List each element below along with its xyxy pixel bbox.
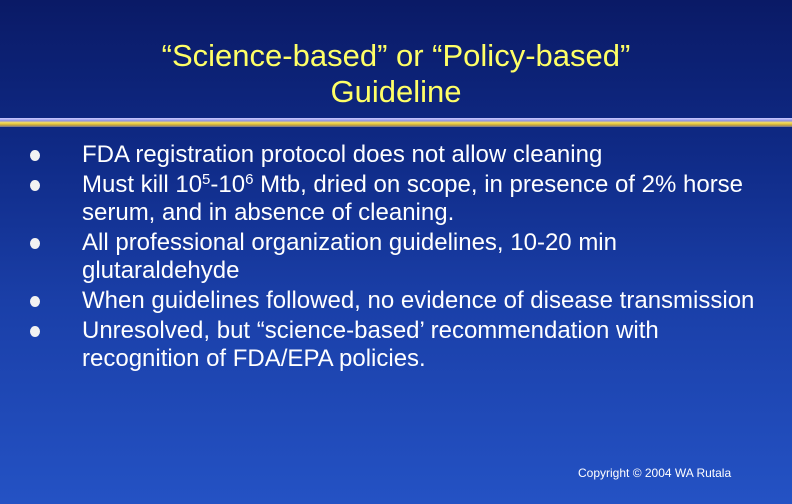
exponent: 5: [202, 171, 211, 188]
bullet-text: FDA registration protocol does not allow cleaning: [82, 141, 603, 168]
bullet-item: [30, 229, 770, 285]
title-divider: [0, 118, 792, 127]
bullet-text: All professional organization guidelines, 10-20 min glutaraldehyde: [82, 229, 617, 284]
bullet-dot-icon: [30, 238, 40, 249]
bullet-item: [30, 317, 770, 373]
bullet-list: [30, 141, 770, 375]
bullet-item: [30, 287, 770, 315]
bullet-text-part: -10: [210, 171, 246, 198]
bullet-dot-icon: [30, 296, 40, 307]
slide-title: [0, 38, 792, 110]
bullet-dot-icon: [30, 150, 40, 161]
copyright-footer: Copyright © 2004 WA Rutala: [578, 466, 732, 480]
bullet-item: [30, 141, 770, 169]
bullet-item: [30, 171, 770, 227]
slide-title-line-1: “Science-based” or “Policy-based”: [161, 38, 631, 73]
bullet-text-part: Mtb, dried on scope, in presence of 2% horse serum, and in absence of cleaning.: [82, 171, 744, 226]
bullet-dot-icon: [30, 326, 40, 337]
bullet-text-part: Must kill 10: [82, 171, 203, 198]
bullet-dot-icon: [30, 180, 40, 191]
bullet-text: [82, 171, 743, 226]
bullet-text: Unresolved, but “science-based’ recommendation with recognition of FDA/EPA policies.: [82, 317, 659, 372]
slide-title-line-2: Guideline: [330, 74, 462, 109]
bullet-text: When guidelines followed, no evidence of disease transmission: [82, 287, 755, 314]
exponent: 6: [245, 171, 254, 188]
